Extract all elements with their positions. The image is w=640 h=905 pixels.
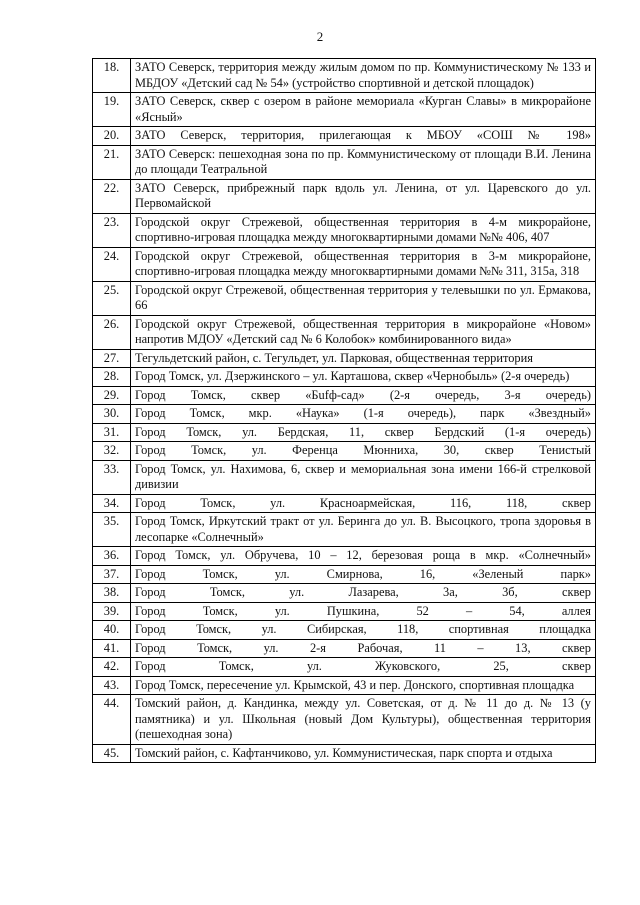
table-row (93, 602, 596, 621)
table-row (93, 213, 596, 247)
row-number: 40. (93, 621, 131, 640)
row-text: Город Томск, ул. Дзержинского – ул. Карташова, сквер «Чернобыль» (2-я очередь) (131, 368, 596, 387)
row-text: Томский район, с. Кафтанчиково, ул. Коммунистическая, парк спорта и отдыха (131, 744, 596, 763)
row-text: Город Томск, ул. Обручева, 10 – 12, березовая роща в мкр. «Солнечный» (131, 547, 596, 566)
row-text: Город Томск, мкр. «Наука» (1-я очередь), парк «Звездный» (131, 405, 596, 424)
row-number: 39. (93, 602, 131, 621)
table-row (93, 145, 596, 179)
row-text: Город Томск, ул. Смирнова, 16, «Зеленый парк» (131, 565, 596, 584)
row-number: 34. (93, 494, 131, 513)
row-text: Город Томск, ул. Пушкина, 52 – 54, аллея (131, 602, 596, 621)
table-row (93, 281, 596, 315)
table-row (93, 513, 596, 547)
row-number: 29. (93, 386, 131, 405)
table-row (93, 127, 596, 146)
row-text: Город Томск, Иркутский тракт от ул. Беринга до ул. В. Высоцкого, тропа здоровья в лесопарке «Солнечный» (131, 513, 596, 547)
row-text: Городской округ Стрежевой, общественная территория в микрорайоне «Новом» напротив МДОУ «Детский сад № 6 Колобок» комбинированного вида» (131, 315, 596, 349)
territories-table (92, 58, 596, 763)
row-text: Город Томск, пересечение ул. Крымской, 43 и пер. Донского, спортивная площадка (131, 676, 596, 695)
row-number: 32. (93, 442, 131, 461)
row-text: Томский район, д. Кандинка, между ул. Советская, от д. № 11 до д. № 13 (у памятника) и ул. Школьная (новый Дом Культуры), общественная территория (пешеходная зона) (131, 695, 596, 745)
table-row (93, 368, 596, 387)
page-number: 2 (316, 29, 324, 44)
table-row (93, 315, 596, 349)
table-row (93, 744, 596, 763)
row-text: Город Томск, ул. Красноармейская, 116, 118, сквер (131, 494, 596, 513)
row-text: ЗАТО Северск, территория между жилым домом по пр. Коммунистическому № 133 и МБДОУ «Детский сад № 54» (устройство спортивной и детской площадок) (131, 59, 596, 93)
table-row (93, 423, 596, 442)
table-row (93, 547, 596, 566)
row-number: 44. (93, 695, 131, 745)
row-text: Город Томск, ул. Ференца Мюнниха, 30, сквер Тенистый (131, 442, 596, 461)
row-text: Городской округ Стрежевой, общественная территория в 3-м микрорайоне, спортивно-игровая площадка между многоквартирными домами №№ 311, 315а, 318 (131, 247, 596, 281)
table-row (93, 247, 596, 281)
row-text: Город Томск, ул. Сибирская, 118, спортивная площадка (131, 621, 596, 640)
row-number: 30. (93, 405, 131, 424)
table-row (93, 460, 596, 494)
table-row (93, 405, 596, 424)
row-text: Город Томск, ул. Лазарева, 3а, 3б, сквер (131, 584, 596, 603)
row-number: 22. (93, 179, 131, 213)
row-text: Город Томск, ул. 2-я Рабочая, 11 – 13, сквер (131, 639, 596, 658)
row-number: 35. (93, 513, 131, 547)
table-row (93, 676, 596, 695)
row-number: 42. (93, 658, 131, 677)
row-number: 27. (93, 349, 131, 368)
row-text: Город Томск, ул. Бердская, 11, сквер Бердский (1-я очередь) (131, 423, 596, 442)
row-number: 24. (93, 247, 131, 281)
table-row (93, 658, 596, 677)
table-row (93, 349, 596, 368)
row-text: Городской округ Стрежевой, общественная территория у телевышки по ул. Ермакова, 66 (131, 281, 596, 315)
row-number: 26. (93, 315, 131, 349)
row-number: 21. (93, 145, 131, 179)
row-number: 33. (93, 460, 131, 494)
row-number: 28. (93, 368, 131, 387)
table-row (93, 386, 596, 405)
table-row (93, 442, 596, 461)
table-row (93, 179, 596, 213)
row-number: 41. (93, 639, 131, 658)
table-row (93, 621, 596, 640)
row-number: 19. (93, 93, 131, 127)
row-text: Город Томск, ул. Нахимова, 6, сквер и мемориальная зона имени 166-й стрелковой дивизии (131, 460, 596, 494)
row-text: Тегульдетский район, с. Тегульдет, ул. Парковая, общественная территория (131, 349, 596, 368)
table-row (93, 565, 596, 584)
row-number: 38. (93, 584, 131, 603)
row-text: ЗАТО Северск, сквер с озером в районе мемориала «Курган Славы» в микрорайоне «Ясный» (131, 93, 596, 127)
row-text: Городской округ Стрежевой, общественная территория в 4-м микрорайоне, спортивно-игровая площадка между многоквартирными домами №№ 406, 407 (131, 213, 596, 247)
table-row (93, 584, 596, 603)
row-number: 45. (93, 744, 131, 763)
row-text: Город Томск, ул. Жуковского, 25, сквер (131, 658, 596, 677)
row-number: 25. (93, 281, 131, 315)
table-row (93, 639, 596, 658)
row-number: 43. (93, 676, 131, 695)
table-row (93, 494, 596, 513)
row-number: 18. (93, 59, 131, 93)
row-text: ЗАТО Северск: пешеходная зона по пр. Коммунистическому от площади В.И. Ленина до площади Театральной (131, 145, 596, 179)
row-text: Город Томск, сквер «Бufф-сад» (2-я очередь, 3-я очередь) (131, 386, 596, 405)
row-text: ЗАТО Северск, территория, прилегающая к МБОУ «СОШ № 198» (131, 127, 596, 146)
table-row (93, 695, 596, 745)
row-number: 20. (93, 127, 131, 146)
table-row (93, 93, 596, 127)
row-number: 36. (93, 547, 131, 566)
row-number: 23. (93, 213, 131, 247)
row-number: 31. (93, 423, 131, 442)
table-row (93, 59, 596, 93)
row-text: ЗАТО Северск, прибрежный парк вдоль ул. Ленина, от ул. Царевского до ул. Первомайской (131, 179, 596, 213)
row-number: 37. (93, 565, 131, 584)
